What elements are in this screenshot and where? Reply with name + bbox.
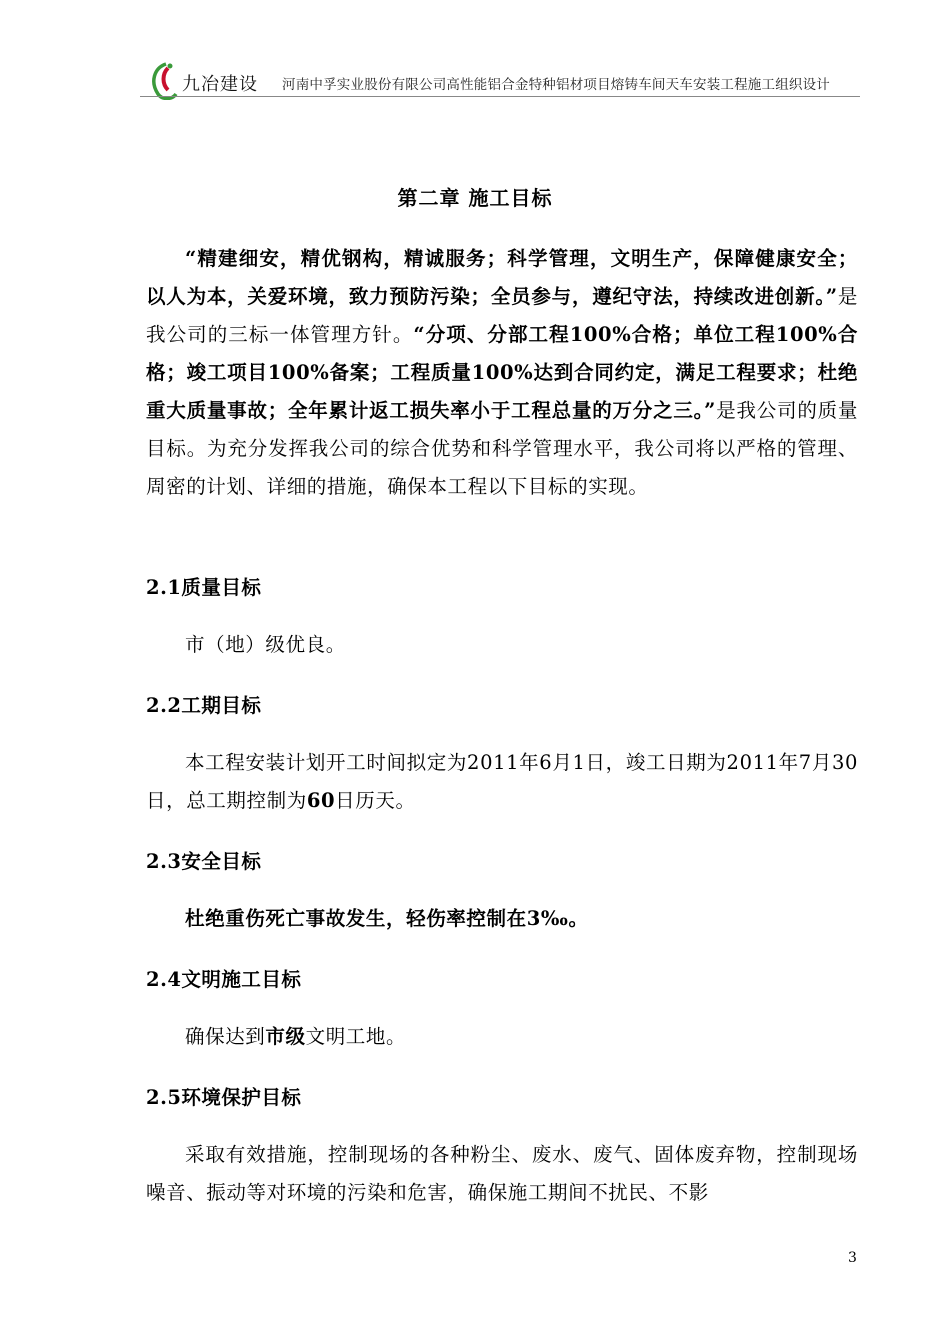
civilized-text-b: 文明工地。 (305, 1025, 407, 1048)
chapter-title: 第二章 施工目标 (397, 186, 553, 210)
page-header (140, 56, 860, 100)
quality-suffix: 是我公司的质量目标。为充分发挥我公司的综合优势和科学管理水平，我公司将以严格的管理、周密的计划、详细的措施，确保本工程以下目标的实现。 (146, 399, 859, 498)
section-text-safety: 杜绝重伤死亡事故发生，轻伤率控制在3‰。 (185, 907, 589, 930)
policy-suffix: 是我公司的三标一体管理方针。 (146, 285, 859, 346)
logo-text: 九冶建设 (182, 74, 258, 95)
section-heading-schedule: 2.2工期目标 (146, 694, 262, 717)
section-text-quality: 市（地）级优良。 (185, 633, 346, 656)
section-text-civilized (146, 1018, 858, 1056)
civilized-text-a: 确保达到 (185, 1025, 266, 1048)
policy-statement: “精建细安，精优钢构，精诚服务；科学管理，文明生产，保障健康安全；以人为本，关爱环境，致力预防污染；全员参与，遵纪守法，持续改进创新。” (146, 247, 858, 308)
company-logo-icon (146, 60, 182, 100)
section-heading-civilized: 2.4文明施工目标 (146, 968, 302, 991)
section-heading-safety: 2.3安全目标 (146, 850, 262, 873)
schedule-days: 60 (306, 789, 336, 812)
quality-statement: “分项、分部工程100%合格；单位工程100%合格；竣工项目100%备案；工程质量100%达到合同约定，满足工程要求；杜绝重大质量事故；全年累计返工损失率小于工程总量的万分之三。” (146, 323, 858, 422)
civilized-level: 市级 (265, 1025, 306, 1048)
schedule-text-b: 日历天。 (335, 789, 416, 812)
header-divider (140, 96, 860, 97)
section-text-environment: 采取有效措施，控制现场的各种粉尘、废水、废气、固体废弃物，控制现场噪音、振动等对环境的污染和危害，确保施工期间不扰民、不影 (146, 1143, 858, 1204)
section-heading-quality: 2.1质量目标 (146, 576, 262, 599)
page-number: 3 (848, 1250, 857, 1266)
section-heading-environment: 2.5环境保护目标 (146, 1086, 302, 1109)
intro-paragraph (146, 240, 858, 506)
schedule-text-a: 本工程安装计划开工时间拟定为2011年6月1日，竣工日期为2011年7月30日，总工期控制为 (146, 751, 858, 812)
header-title: 河南中孚实业股份有限公司高性能铝合金特种铝材项目熔铸车间天车安装工程施工组织设计 (282, 77, 830, 93)
section-text-schedule (146, 744, 858, 820)
